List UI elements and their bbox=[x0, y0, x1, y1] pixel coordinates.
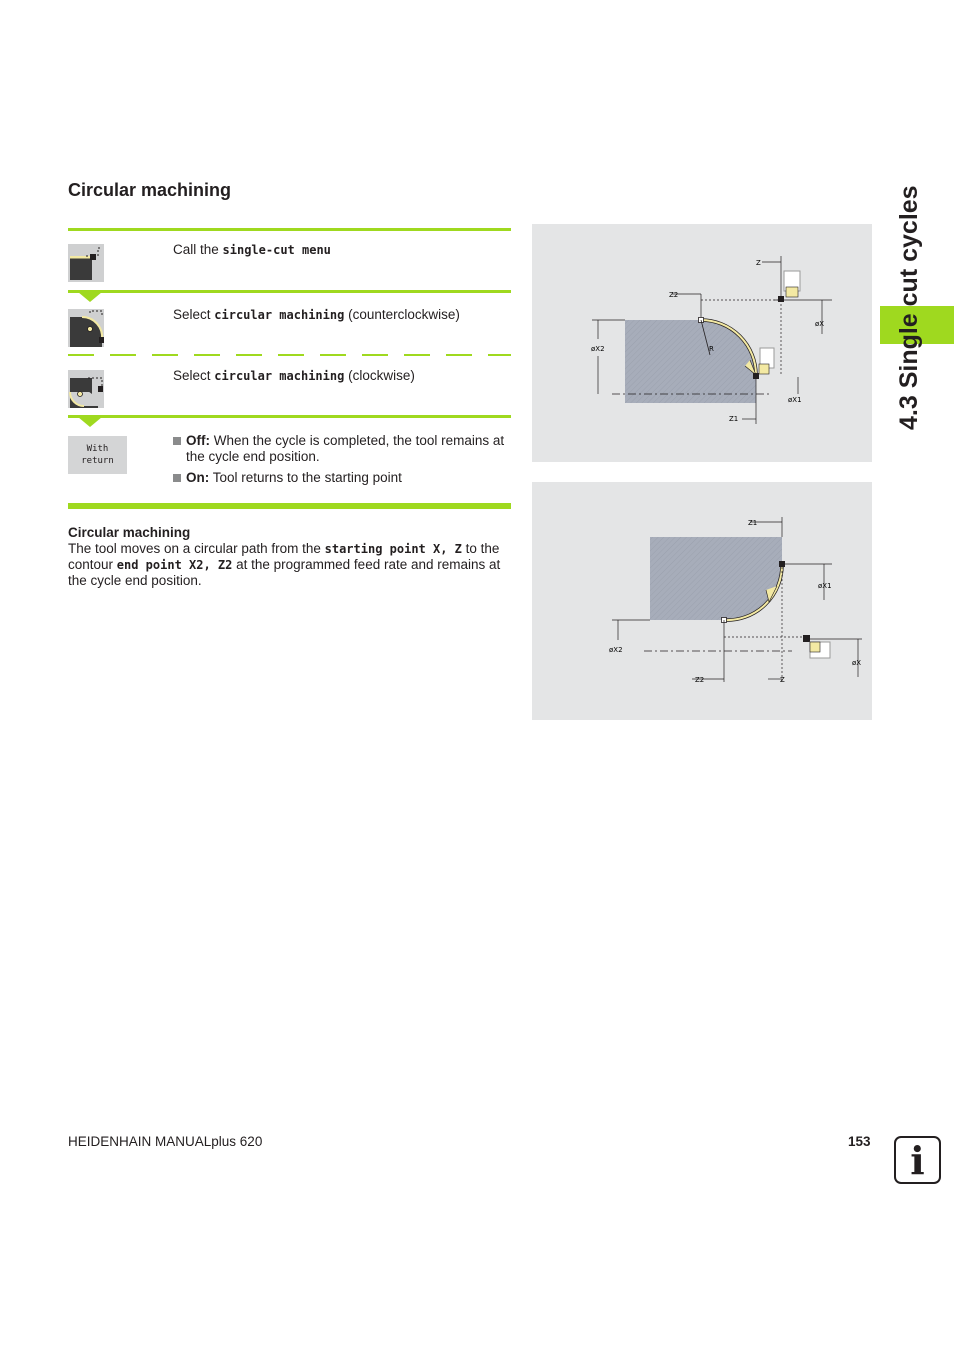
label-z: Z bbox=[756, 259, 761, 267]
description-part-3: at the programmed feed rate and remains at the cycle end position. bbox=[68, 557, 501, 588]
description-heading: Circular machining bbox=[68, 525, 191, 540]
step-3-prefix: Select bbox=[173, 368, 215, 383]
label-x2: øX2 bbox=[609, 646, 623, 654]
label-z1: Z1 bbox=[729, 415, 739, 423]
step-2-suffix: (counterclockwise) bbox=[344, 307, 460, 322]
label-z2: Z2 bbox=[669, 291, 679, 299]
label-x1: øX1 bbox=[788, 396, 802, 404]
step-divider bbox=[68, 415, 511, 418]
step-3-text bbox=[173, 368, 415, 384]
label-x1: øX1 bbox=[818, 582, 832, 590]
description-paragraph bbox=[68, 541, 512, 589]
step-3-code: circular machining bbox=[214, 369, 345, 383]
option-off-label: Off: bbox=[186, 433, 210, 448]
step-3-suffix: (clockwise) bbox=[344, 368, 415, 383]
step-2-prefix: Select bbox=[173, 307, 215, 322]
footer-manual-title bbox=[68, 1134, 262, 1149]
option-off-text: When the cycle is completed, the tool remains at the cycle end position. bbox=[186, 433, 505, 464]
label-x: øX bbox=[815, 320, 825, 328]
table-bottom-rule bbox=[68, 503, 511, 509]
down-arrow-icon bbox=[78, 292, 102, 302]
diagram-counterclockwise bbox=[532, 224, 872, 462]
label-r: R bbox=[709, 345, 714, 353]
footer-manual-suffix: plus 620 bbox=[211, 1134, 263, 1149]
step-divider bbox=[68, 290, 511, 293]
description-part-1: The tool moves on a circular path from the bbox=[68, 541, 325, 556]
bullet-icon bbox=[173, 474, 181, 482]
label-z2: Z2 bbox=[695, 676, 705, 684]
softkey-line-2: return bbox=[81, 456, 114, 466]
description-part-2: to the contour bbox=[68, 541, 500, 572]
option-on bbox=[173, 470, 513, 486]
single-cut-menu-icon bbox=[68, 244, 104, 282]
label-z: Z bbox=[780, 676, 785, 684]
step-1-prefix: Call the bbox=[173, 242, 223, 257]
circular-cw-icon[interactable] bbox=[68, 370, 104, 408]
option-off bbox=[173, 433, 513, 465]
page-number: 153 bbox=[848, 1134, 871, 1149]
down-arrow-icon bbox=[78, 417, 102, 427]
info-icon: i bbox=[894, 1136, 941, 1184]
label-x: øX bbox=[852, 659, 862, 667]
step-1-text bbox=[173, 242, 331, 258]
step-1-code: single-cut menu bbox=[222, 243, 331, 257]
description-code-2: end point X2, Z2 bbox=[116, 558, 233, 572]
option-on-label: On: bbox=[186, 470, 210, 485]
option-on-text: Tool returns to the starting point bbox=[209, 470, 402, 485]
alternative-separator bbox=[68, 354, 511, 356]
section-heading: Circular machining bbox=[68, 180, 232, 200]
diagram-clockwise bbox=[532, 482, 872, 720]
label-z1: Z1 bbox=[748, 519, 758, 527]
circular-ccw-icon[interactable] bbox=[68, 309, 104, 347]
description-code-1: starting point X, Z bbox=[324, 542, 462, 556]
step-2-text bbox=[173, 307, 460, 323]
softkey-line-1: With bbox=[86, 444, 109, 454]
table-top-rule bbox=[68, 228, 511, 231]
bullet-icon bbox=[173, 437, 181, 445]
with-return-softkey[interactable] bbox=[68, 436, 127, 474]
chapter-title: 4.3 Single cut cycles bbox=[895, 185, 923, 430]
footer-manual-prefix: HEIDENHAIN MANUAL bbox=[68, 1134, 212, 1149]
step-2-code: circular machining bbox=[214, 308, 345, 322]
label-x2: øX2 bbox=[591, 345, 605, 353]
